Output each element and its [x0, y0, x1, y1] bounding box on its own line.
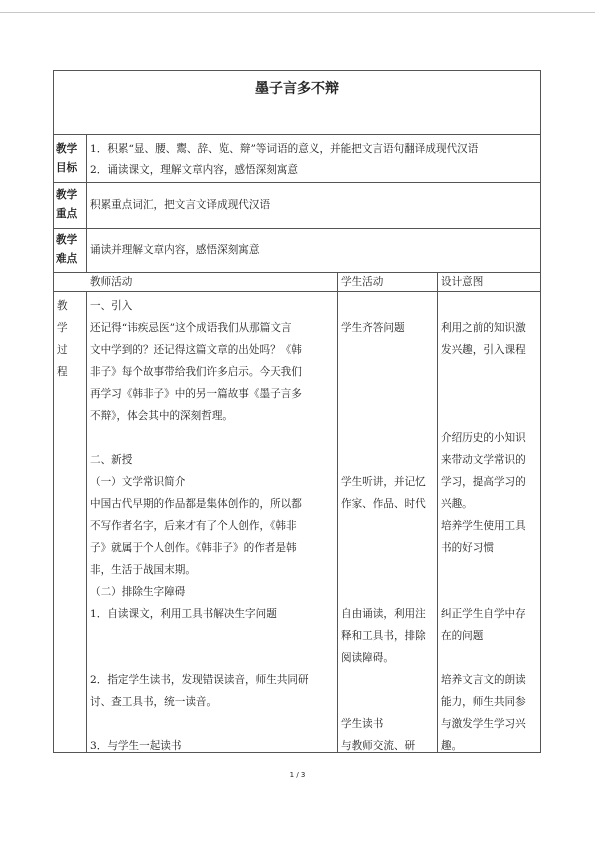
teacher-line: 非，生活于战国末期。 — [90, 564, 196, 576]
design-intent-text — [441, 295, 526, 757]
student-line — [341, 361, 426, 383]
intent-line — [441, 361, 526, 383]
table-border-left — [53, 70, 54, 752]
table-rule-objectives — [53, 182, 541, 183]
table-border-right — [540, 70, 541, 752]
table-col-label-divider — [86, 134, 87, 272]
student-line — [341, 405, 426, 427]
intent-line: 与激发学生学习兴 — [441, 718, 526, 730]
table-col-student-divider — [337, 272, 338, 752]
intent-line: 发兴趣，引入课程 — [441, 344, 526, 356]
student-line: 作家、作品、时代 — [341, 498, 426, 510]
intent-line: 兴趣。 — [441, 498, 473, 510]
column-header-intent: 设计意图 — [441, 276, 484, 288]
difficulties-text: 诵读并理解文章内容，感悟深刻寓意 — [90, 244, 260, 256]
student-line — [341, 515, 426, 537]
teacher-line — [90, 625, 309, 647]
intent-line: 利用之前的知识激 — [441, 322, 526, 334]
teacher-line: 2．指定学生读书，发现错误读音，师生共同研 — [90, 674, 309, 686]
teacher-line: 不写作者名字，后来才有了个人创作，《韩非 — [90, 520, 297, 532]
page-top-rule — [0, 12, 595, 13]
student-line — [341, 669, 426, 691]
column-header-teacher: 教师活动 — [90, 276, 133, 288]
intent-line: 在的问题 — [441, 630, 484, 642]
page-number: 1 / 3 — [289, 771, 306, 779]
student-line: 学生读书 — [341, 718, 384, 730]
intent-line: 来带动文学常识的 — [441, 454, 526, 466]
student-line — [341, 581, 426, 603]
teacher-line: 3．与学生一起读书 — [90, 740, 182, 752]
intent-line: 纠正学生自学中存 — [441, 608, 526, 620]
teacher-line: 文中学到的？还记得这篇文章的出处吗？《韩 — [90, 344, 302, 356]
teacher-line: 再学习《韩非子》中的另一篇故事《墨子言多 — [90, 388, 302, 400]
student-line — [341, 427, 426, 449]
student-line — [341, 449, 426, 471]
teacher-line — [90, 713, 309, 735]
teacher-line: 二、新授 — [90, 454, 133, 466]
teacher-line — [90, 427, 309, 449]
page-title: 墨子言多不辩 — [255, 81, 339, 97]
intent-line: 书的好习惯 — [441, 542, 494, 554]
student-line: 阅读障碍。 — [341, 652, 394, 664]
teacher-line: 不辩》，体会其中的深刻哲理。 — [90, 410, 234, 422]
intent-line: 培养文言文的朗读 — [441, 674, 526, 686]
student-line: 学生听讲，并记忆 — [341, 476, 426, 488]
table-col-process-divider — [86, 291, 87, 752]
student-line — [341, 691, 426, 713]
intent-line — [441, 581, 526, 603]
intent-line — [441, 295, 526, 317]
student-line — [341, 559, 426, 581]
intent-line: 学习，提高学习的 — [441, 476, 526, 488]
table-border-top — [53, 70, 541, 71]
objectives-line-2: 2．诵读课文，理解文章内容，感悟深刻寓意 — [90, 164, 299, 176]
intent-line: 趣。 — [441, 740, 463, 752]
table-col-intent-divider — [437, 272, 438, 752]
intent-line: 能力，师生共同参 — [441, 696, 526, 708]
column-header-student: 学生活动 — [341, 276, 384, 288]
intent-line — [441, 405, 526, 427]
student-line — [341, 383, 426, 405]
student-activity-text — [341, 295, 426, 757]
process-label: 教 学 过 程 — [57, 300, 68, 378]
student-line: 自由诵读，利用注 — [341, 608, 426, 620]
teacher-line: （一）文学常识简介 — [90, 476, 186, 488]
student-line: 释和工具书，排除 — [341, 630, 426, 642]
student-line: 学生齐答问题 — [341, 322, 405, 334]
teacher-line: （二）排除生字障碍 — [90, 586, 186, 598]
intent-line: 培养学生使用工具 — [441, 520, 526, 532]
teacher-line: 非子》每个故事带给我们许多启示。今天我们 — [90, 366, 302, 378]
objectives-line-1: 1．积累“显、腰、鬻、辞、览、辩”等词语的意义，并能把文言语句翻译成现代汉语 — [90, 143, 479, 155]
intent-line — [441, 647, 526, 669]
table-rule-keypoints — [53, 228, 541, 229]
intent-line — [441, 383, 526, 405]
teacher-activity-text — [90, 295, 309, 757]
difficulties-label: 教学 难点 — [56, 234, 78, 265]
student-line — [341, 537, 426, 559]
student-line: 与教师交流、研 — [341, 740, 416, 752]
intent-line: 介绍历史的小知识 — [441, 432, 526, 444]
teacher-line: 中国古代早期的作品都是集体创作的，所以都 — [90, 498, 302, 510]
key-points-text: 积累重点词汇，把文言文译成现代汉语 — [90, 199, 271, 211]
student-line — [341, 339, 426, 361]
key-points-label: 教学 重点 — [56, 189, 78, 220]
objectives-label: 教学 目标 — [56, 143, 78, 174]
teacher-line: 讨、查工具书，统一读音。 — [90, 696, 218, 708]
teacher-line: 1．自读课文，利用工具书解决生字问题 — [90, 608, 277, 620]
table-rule-title — [53, 134, 541, 135]
student-line — [341, 295, 426, 317]
teacher-line — [90, 647, 309, 669]
intent-line — [441, 559, 526, 581]
teacher-line: 一、引入 — [90, 300, 133, 312]
teacher-line: 还记得“讳疾忌医”这个成语我们从那篇文言 — [90, 322, 292, 334]
teacher-line: 子》就属于个人创作。《韩非子》的作者是韩 — [90, 542, 297, 554]
